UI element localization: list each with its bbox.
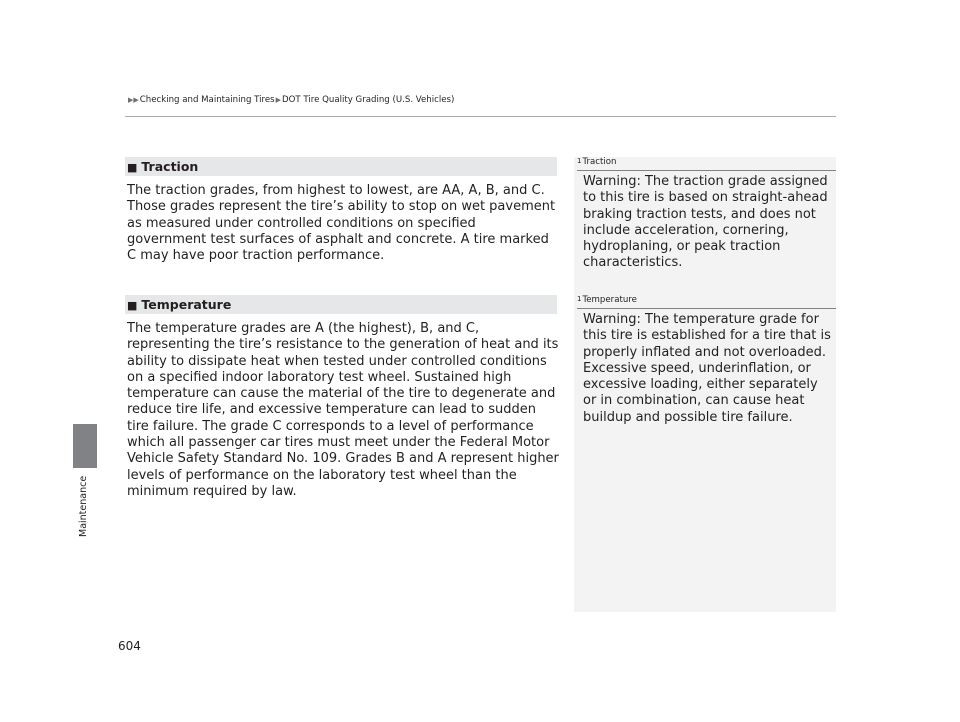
black-square-icon: ■ — [127, 161, 138, 174]
reference-icon: 1 — [577, 295, 582, 303]
traction-heading — [125, 157, 557, 176]
breadcrumb-item-dot-grading[interactable]: DOT Tire Quality Grading (U.S. Vehicles) — [282, 95, 455, 105]
temperature-body: The temperature grades are A (the highest), B, and C, representing the tire’s resistance to the generation of heat and its ability to dissipate heat when tested under controlled conditions on a specified indoor laboratory test wheel. Sustained high temperature can cause the material of the tire to degenerate and reduce tire life, and excessive temperature can lead to sudden tire failure. The grade C corresponds to a level of performance which all passenger car tires must meet under the Federal Motor Vehicle Safety Standard No. 109. Grades B and A represent higher levels of performance on the laboratory test wheel than the minimum required by law. — [127, 321, 559, 499]
temperature-note-divider — [577, 308, 836, 309]
page-number: 604 — [118, 639, 141, 653]
temperature-note-title — [577, 295, 637, 305]
traction-note-title — [577, 157, 616, 167]
chapter-label: Maintenance — [78, 476, 89, 538]
temperature-note-title-text: Temperature — [582, 295, 637, 305]
traction-note-title-text: Traction — [582, 157, 617, 167]
breadcrumb-item-checking-tires[interactable]: Checking and Maintaining Tires — [139, 95, 275, 105]
traction-heading-text: Traction — [141, 159, 199, 174]
black-square-icon: ■ — [127, 299, 138, 312]
reference-icon: 1 — [577, 157, 582, 165]
temperature-heading — [125, 295, 557, 314]
traction-note-divider — [577, 170, 836, 171]
temperature-heading-text: Temperature — [141, 297, 232, 312]
section-tab-marker — [73, 424, 97, 468]
traction-body: The traction grades, from highest to lowest, are AA, A, B, and C. Those grades represent the tire’s ability to stop on wet pavement as measured under controlled conditions on specified government test surfaces of asphalt and concrete. A tire marked C may have poor traction performance. — [127, 183, 556, 264]
traction-note-body: Warning: The traction grade assigned to this tire is based on straight-ahead braking traction tests, and does not include acceleration, cornering, hydroplaning, or peak traction characteristics. — [583, 174, 828, 271]
breadcrumb — [127, 95, 454, 105]
triangle-right-icon: ▶ — [275, 96, 282, 104]
temperature-note-body: Warning: The temperature grade for this tire is established for a tire that is properly inflated and not overloaded. Excessive speed, underinflation, or excessive loading, either separately or in combination, can cause heat buildup and possible tire failure. — [583, 312, 831, 425]
triangle-right-icon: ▶▶ — [128, 96, 139, 104]
header-divider — [125, 116, 836, 117]
